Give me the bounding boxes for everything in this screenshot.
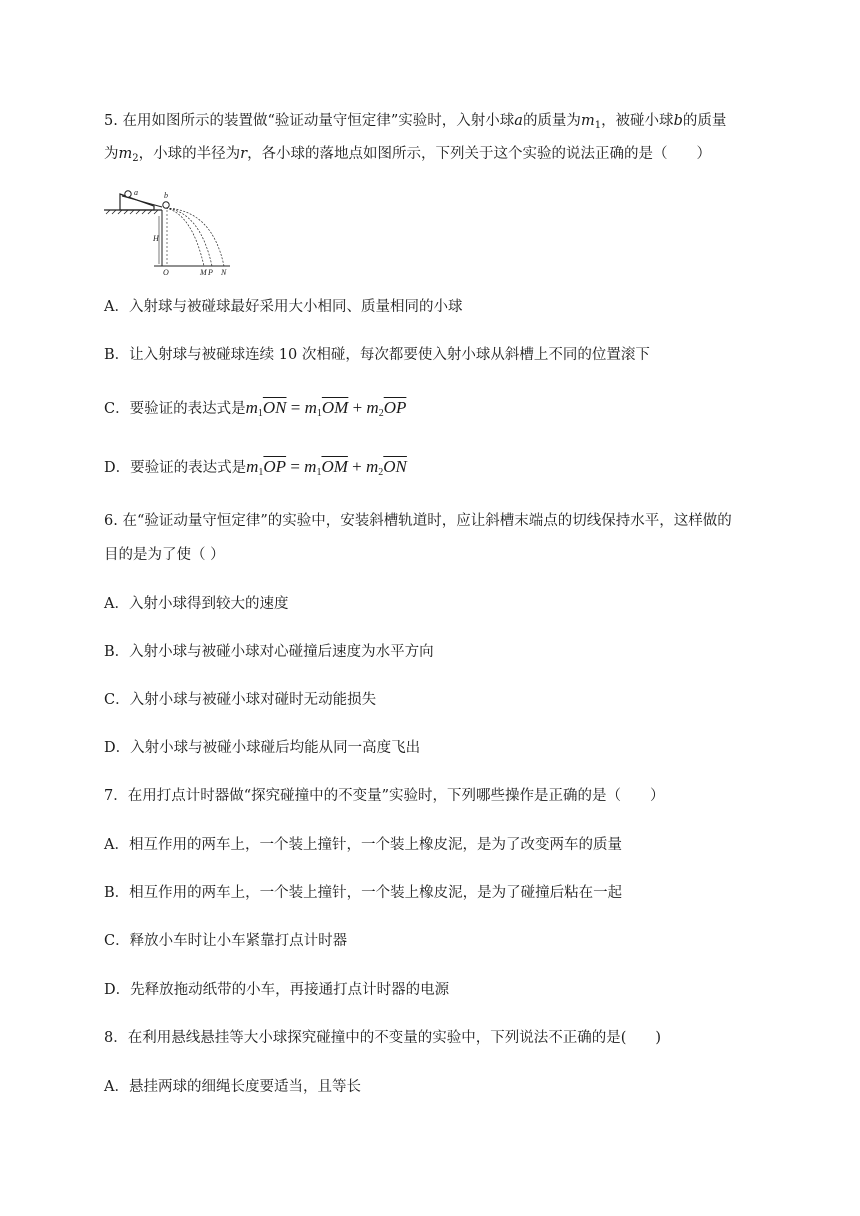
q6-option-a: A．入射小球得到较大的速度 — [104, 596, 289, 612]
q7-option-c: C．释放小车时让小车紧靠打点计时器 — [104, 933, 348, 949]
label-H: H — [153, 234, 159, 243]
label-N: N — [221, 268, 227, 276]
q5-option-c: C．要验证的表达式是$m_1\overline{ON} = m_1\overline{OM} + m_2\overline{OP}$ — [104, 398, 407, 419]
ball-a-icon — [125, 191, 131, 197]
label-b: b — [164, 191, 168, 200]
label-M: M — [200, 268, 207, 276]
q6-line-2: 目的是为了使（ ） — [104, 547, 225, 563]
q5-option-b: B．让入射球与被碰球连续 10 次相碰，每次都要使入射小球从斜槽上不同的位置滚下 — [104, 347, 650, 363]
label-P: P — [208, 268, 213, 276]
q7-option-d: D．先释放拖动纸带的小车，再接通打点计时器的电源 — [104, 982, 450, 998]
label-O: O — [163, 268, 169, 276]
var-b: b — [673, 113, 683, 129]
q8-line-1: 8．在利用悬线悬挂等大小球探究碰撞中的不变量的实验中，下列说法不正确的是( ) — [104, 1030, 662, 1046]
q6-option-b: B．入射小球与被碰小球对心碰撞后速度为水平方向 — [104, 644, 434, 660]
q8-option-a: A．悬挂两球的细绳长度要适当，且等长 — [104, 1079, 361, 1095]
q7-option-b: B．相互作用的两车上，一个装上撞针，一个装上橡皮泥，是为了碰撞后粘在一起 — [104, 885, 623, 901]
q7-option-a: A．相互作用的两车上，一个装上撞针，一个装上橡皮泥，是为了改变两车的质量 — [104, 837, 622, 853]
var-a: a — [514, 113, 523, 129]
q5-option-d: D．要验证的表达式是$m_1\overline{OP} = m_1\overline{OM} + m_2\overline{ON}$ — [104, 457, 407, 478]
ball-b-icon — [163, 202, 169, 208]
label-a: a — [134, 188, 138, 197]
var-r: r — [240, 146, 248, 162]
q5-option-a: A．入射球与被碰球最好采用大小相同、质量相同的小球 — [104, 299, 463, 315]
expression-d: $m_1\overline{OP} = m_1\overline{OM} + m_2\overline{ON}$ — [246, 457, 407, 478]
var-m1: m — [580, 113, 595, 129]
q6-option-c: C．入射小球与被碰小球对碰时无动能损失 — [104, 692, 377, 708]
q6-option-d: D．入射小球与被碰小球碰后均能从同一高度飞出 — [104, 740, 421, 756]
experiment-apparatus-figure — [104, 186, 230, 276]
q5-line-1: 5. 在用如图所示的装置做“验证动量守恒定律”实验时，入射小球a的质量为$m_1$，被碰小球b的质量 — [104, 113, 727, 131]
var-m2: m — [118, 146, 133, 162]
expression-c: $m_1\overline{ON} = m_1\overline{OM} + m_2\overline{OP}$ — [245, 398, 407, 419]
q7-line-1: 7．在用打点计时器做“探究碰撞中的不变量”实验时，下列哪些操作是正确的是（ ） — [104, 788, 665, 804]
q5-line-2: 为$m_2$，小球的半径为r，各小球的落地点如图所示，下列关于这个实验的说法正确的是（ ） — [104, 146, 712, 164]
q6-line-1: 6. 在“验证动量守恒定律”的实验中，安装斜槽轨道时，应让斜槽末端点的切线保持水平，这样做的 — [104, 513, 732, 529]
